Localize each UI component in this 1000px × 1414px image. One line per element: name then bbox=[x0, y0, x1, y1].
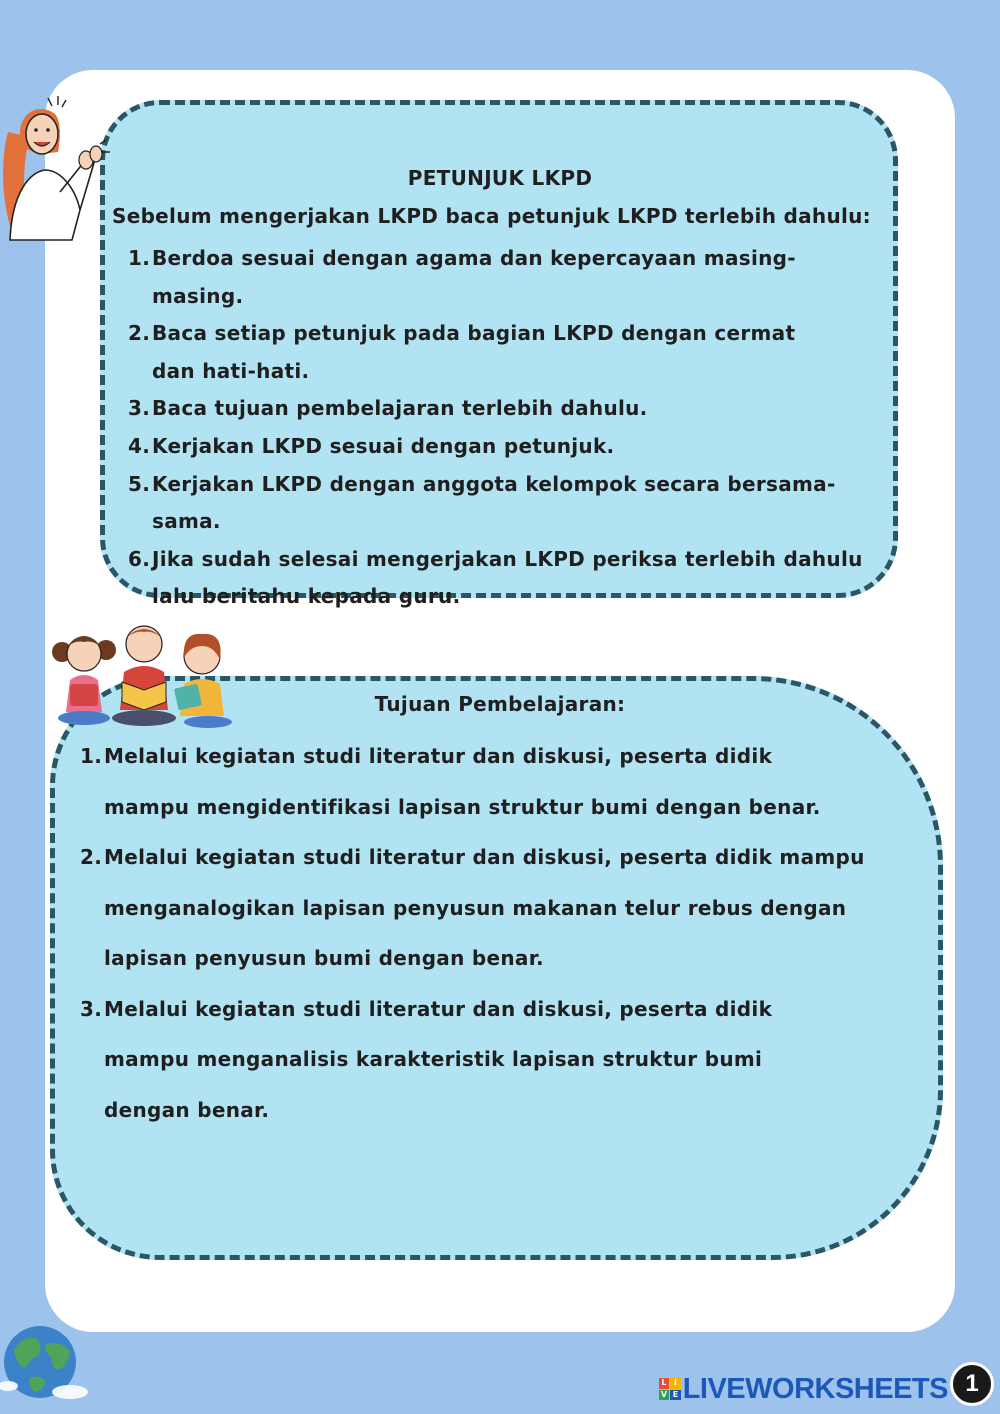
list-item bbox=[128, 315, 878, 390]
list-item bbox=[128, 428, 878, 466]
item-text: Kerjakan LKPD sesuai dengan petunjuk. bbox=[152, 433, 615, 458]
item-number: 1. bbox=[80, 744, 103, 768]
liveworksheets-logo-icon: L I V E bbox=[659, 1378, 681, 1400]
brand-name: LIVEWORKSHEETS bbox=[682, 1372, 948, 1405]
list-item bbox=[80, 984, 890, 1136]
list-item bbox=[80, 731, 890, 832]
objectives-title: Tujuan Pembelajaran: bbox=[374, 692, 626, 716]
item-number: 3. bbox=[128, 396, 151, 421]
instructions-intro: Sebelum mengerjakan LKPD baca petunjuk LKPD terlebih dahulu: bbox=[112, 204, 871, 228]
list-item bbox=[128, 466, 878, 541]
item-number: 2. bbox=[80, 845, 103, 869]
list-item bbox=[128, 240, 878, 315]
item-text: Baca tujuan pembelajaran terlebih dahulu. bbox=[152, 396, 648, 421]
instructions-list bbox=[128, 240, 878, 616]
item-number: 6. bbox=[128, 546, 151, 571]
item-text: Melalui kegiatan studi literatur dan diskusi, peserta didik mampu menganalogikan lapisan penyusun makanan telur rebus dengan lapisan penyusun bumi dengan benar. bbox=[104, 845, 865, 970]
globe-illustration bbox=[0, 1322, 94, 1402]
item-number: 3. bbox=[80, 996, 103, 1021]
brand-footer bbox=[659, 1372, 948, 1406]
list-item bbox=[80, 832, 890, 984]
list-item bbox=[128, 541, 878, 616]
list-item bbox=[128, 390, 878, 428]
objectives-list bbox=[80, 731, 890, 1135]
item-number: 2. bbox=[128, 321, 151, 346]
item-text: Melalui kegiatan studi literatur dan diskusi, peserta didik mampu menganalisis karakteristik lapisan struktur bumi dengan benar. bbox=[104, 996, 773, 1122]
item-text: Baca setiap petunjuk pada bagian LKPD dengan cermat dan hati-hati. bbox=[152, 321, 796, 383]
item-text: Berdoa sesuai dengan agama dan kepercayaan masing-masing. bbox=[152, 246, 796, 308]
item-text: Kerjakan LKPD dengan anggota kelompok secara bersama-sama. bbox=[152, 471, 836, 534]
item-text: Jika sudah selesai mengerjakan LKPD periksa terlebih dahulu lalu beritahu kepada guru. bbox=[152, 546, 863, 609]
item-number: 4. bbox=[128, 433, 151, 458]
page-number-badge: 1 bbox=[950, 1362, 994, 1406]
item-text: Melalui kegiatan studi literatur dan diskusi, peserta didik mampu mengidentifikasi lapisan struktur bumi dengan benar. bbox=[104, 744, 821, 819]
item-number: 1. bbox=[128, 246, 151, 270]
item-number: 5. bbox=[128, 471, 151, 496]
instructions-title: PETUNJUK LKPD bbox=[407, 166, 593, 190]
